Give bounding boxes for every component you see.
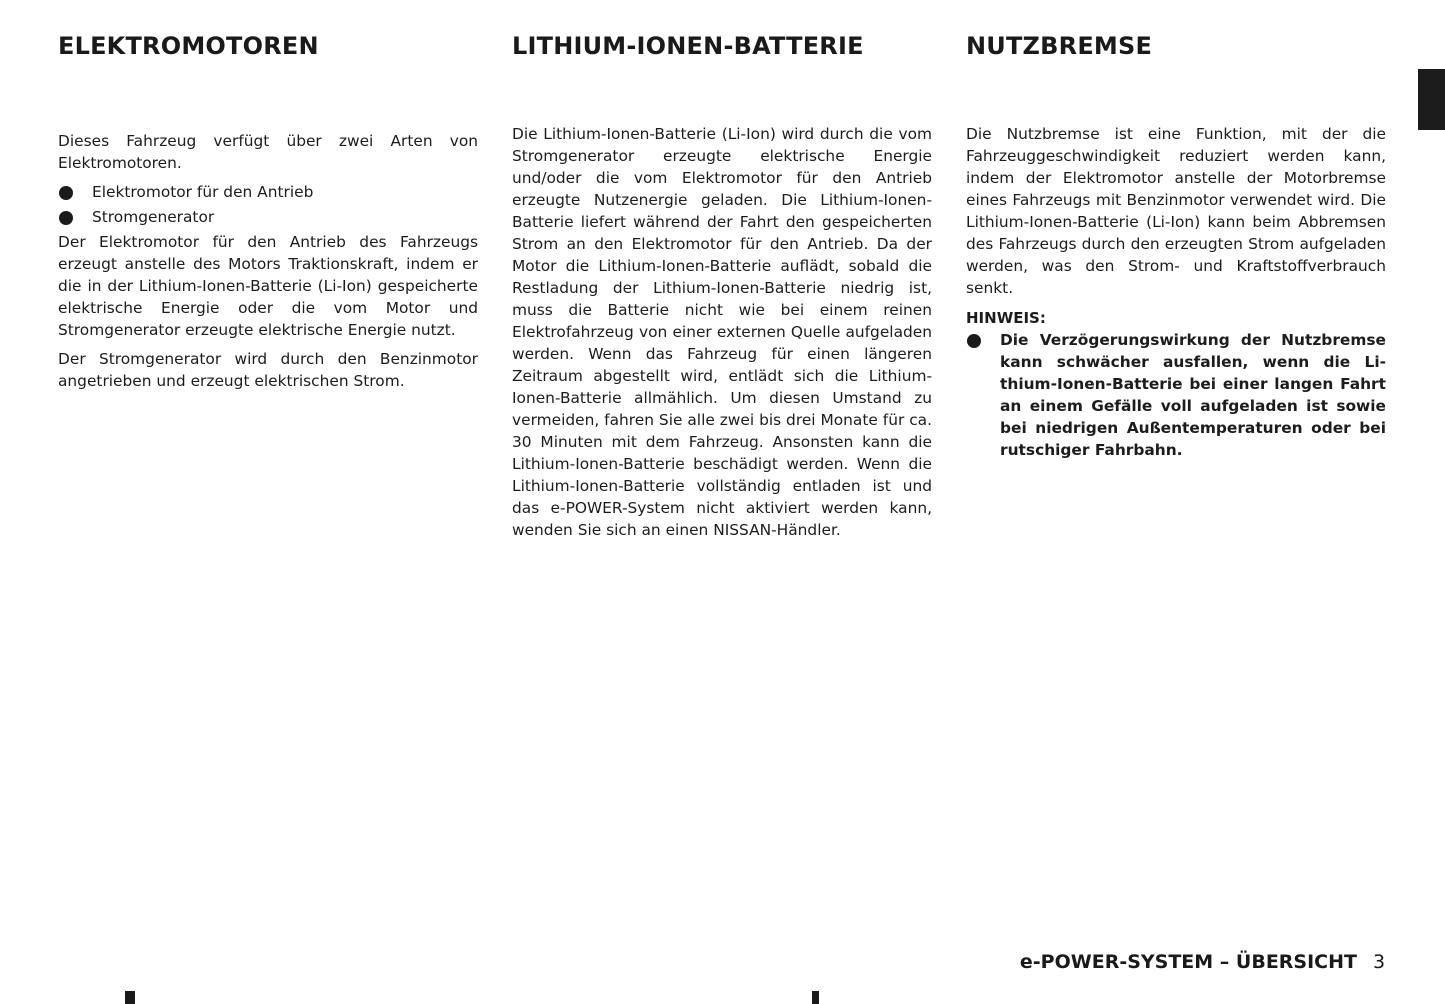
section-body (512, 123, 932, 548)
bullet-list (58, 181, 478, 228)
paragraph: Der Elektromotor für den Antrieb des Fahrzeugs erzeugt anstelle des Motors Traktionskraft, indem er die in der Lithium-Ionen-Batterie (Li-Ion) gespeicherte elektrische Energie oder die vom Motor und Stromgenerator erzeugte elektrische Energie nutzt. (58, 233, 478, 339)
note-list (966, 329, 1386, 461)
bullet-icon (967, 334, 981, 348)
note-label: HINWEIS: (966, 309, 1046, 327)
list-item: Stromgenerator (58, 206, 478, 228)
crop-mark (125, 991, 135, 1004)
paragraph: Die Lithium-Ionen-Batterie (Li-Ion) wird durch die vom Stromgenerator erzeugte elektrische Energie und/oder die vom Elektromotor für den Antrieb erzeugte Nutzenergie geladen. Die Lithium-Ionen-Batterie liefert während der Fahrt den gespeicherten Strom an den Elektromotor für den Antrieb. Da der Motor die Lithium-Ionen-Batterie auflädt, sobald die Restladung der Lithium-Ionen-Batterie niedrig ist, muss die Batterie nicht wie bei einem reinen Elektrofahrzeug von einer externen Quelle aufgeladen werden. Wenn das Fahrzeug für einen längeren Zeitraum abgestellt wird, entlädt sich die Lithium-Ionen-Batterie allmählich. Um diesen Umstand zu vermeiden, fahren Sie alle zwei bis drei Monate für ca. 30 Minuten mit dem Fahrzeug. Ansonsten kann die Lithium-Ionen-Batterie beschädigt werden. Wenn die Lithium-Ionen-Batterie vollständig entladen ist und das e-POWER-System nicht aktiviert werden kann, wenden Sie sich an einen NISSAN-Händler. (512, 125, 932, 539)
list-item: Elektromotor für den Antrieb (58, 181, 478, 203)
paragraph: Der Stromgenerator wird durch den Benzinmotor angetrieben und erzeugt elektrischen Strom. (58, 350, 478, 390)
section-body (966, 123, 1386, 464)
thumb-index-tab (1418, 69, 1445, 130)
intro-paragraph: Dieses Fahrzeug verfügt über zwei Arten von Elektromotoren. (58, 132, 478, 172)
bullet-icon (59, 211, 73, 225)
note-item: Die Verzögerungswirkung der Nutzbremse kann schwächer ausfallen, wenn die Lithium-Ionen-Batterie bei einer langen Fahrt an einem Gefälle voll aufgeladen ist sowie bei niedrigen Außentemperaturen oder bei rutschiger Fahrbahn. (966, 329, 1386, 461)
bullet-icon (59, 186, 73, 200)
page-number: 3 (1373, 951, 1386, 973)
paragraph: Die Nutzbremse ist eine Funktion, mit der die Fahrzeuggeschwindigkeit reduziert werden kann, indem der Elektromotor anstelle der Motorbremse eines Fahrzeugs mit Benzinmotor verwendet wird. Die Lithium-Ionen-Batterie (Li-Ion) kann beim Abbremsen des Fahrzeugs durch den erzeugten Strom aufgeladen werden, was den Strom- und Kraftstoffverbrauch senkt. (966, 125, 1386, 297)
crop-mark (812, 991, 819, 1004)
section-heading: LITHIUM-IONEN-BATTERIE (512, 32, 864, 60)
footer-section-title: e-POWER-SYSTEM – ÜBERSICHT (1019, 951, 1357, 973)
section-heading: NUTZBREMSE (966, 32, 1153, 60)
section-heading: ELEKTROMOTOREN (58, 32, 319, 60)
section-body (58, 130, 478, 399)
